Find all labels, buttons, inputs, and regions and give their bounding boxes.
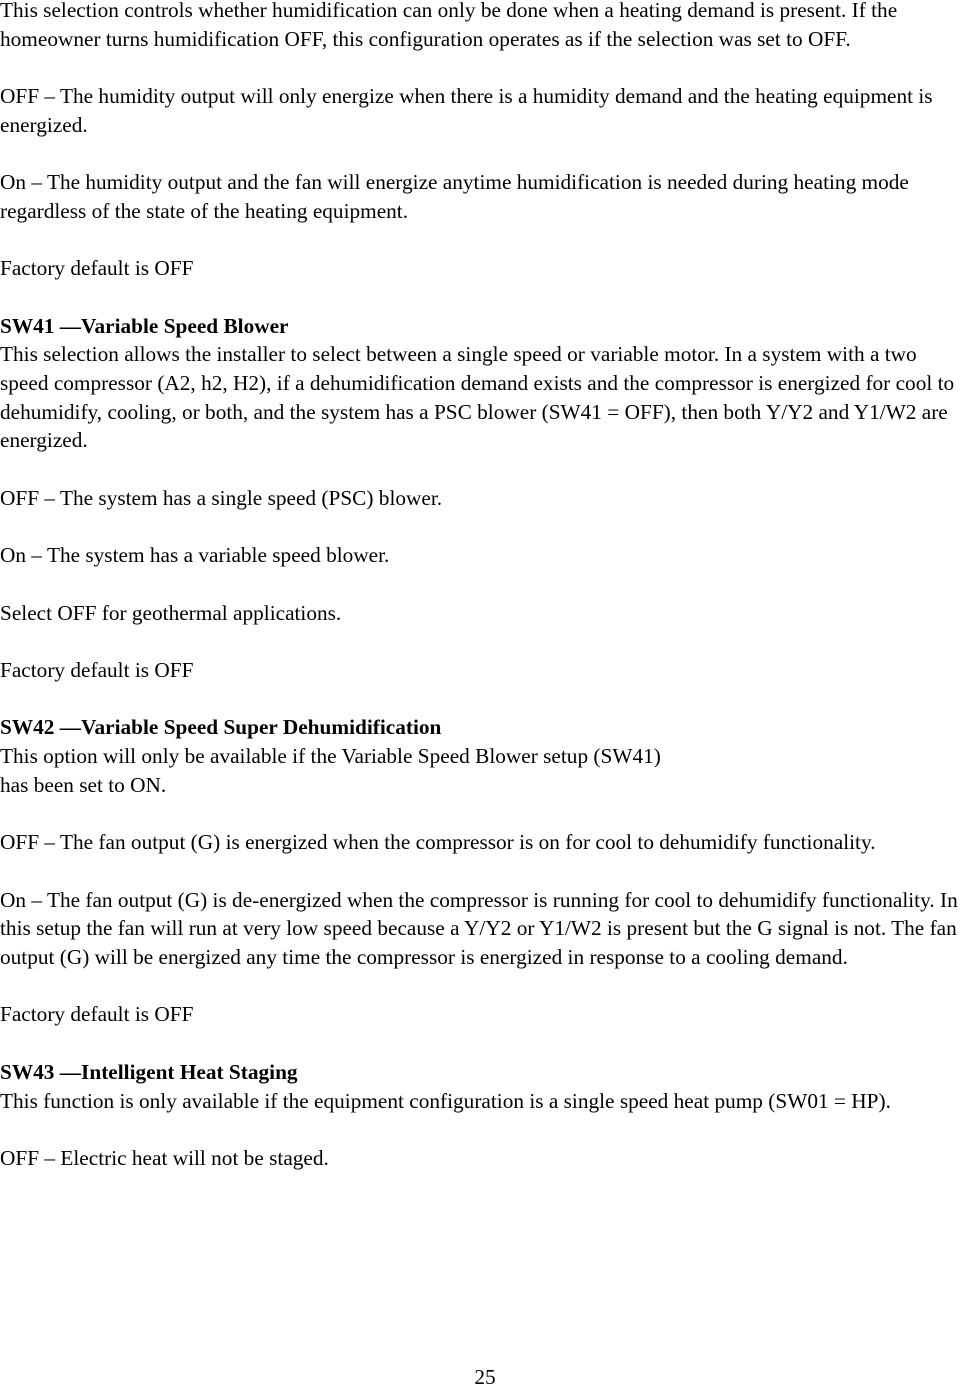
sw42-off-option: OFF – The fan output (G) is energized when the compressor is on for cool to dehumidify functionality. bbox=[0, 830, 876, 855]
sw43-off-option: OFF – Electric heat will not be staged. bbox=[0, 1145, 329, 1170]
sw41-geothermal-note: Select OFF for geothermal applications. bbox=[0, 600, 342, 625]
intro-factory-default: Factory default is OFF bbox=[0, 256, 194, 281]
sw41-description: This selection allows the installer to select between a single speed or variable motor. In a system with a two speed compressor (A2, h2, H2), if a dehumidification demand exists and the compressor is energized for cool to dehumidify, cooling, or both, and the system has a PSC blower (SW41 = OFF), then both Y/Y2 and Y1/W2 are energized. bbox=[0, 342, 955, 453]
sw42-heading: SW42 —Variable Speed Super Dehumidification bbox=[0, 715, 442, 740]
section-sw41 bbox=[0, 312, 970, 685]
page-number: 25 bbox=[474, 1365, 496, 1389]
sw43-heading: SW43 —Intelligent Heat Staging bbox=[0, 1059, 298, 1084]
sw42-factory-default: Factory default is OFF bbox=[0, 1002, 194, 1027]
sw41-heading: SW41 —Variable Speed Blower bbox=[0, 313, 289, 338]
section-sw42 bbox=[0, 713, 970, 1029]
section-sw43 bbox=[0, 1058, 970, 1173]
intro-off-option: OFF – The humidity output will only energize when there is a humidity demand and the heating equipment is energized. bbox=[0, 84, 933, 137]
intro-paragraph: This selection controls whether humidification can only be done when a heating demand is present. If the homeowner turns humidification OFF, this configuration operates as if the selection was set to OFF. bbox=[0, 0, 898, 51]
sw41-on-option: On – The system has a variable speed blower. bbox=[0, 543, 390, 568]
sw43-description: This function is only available if the equipment configuration is a single speed heat pump (SW01 = HP). bbox=[0, 1088, 891, 1113]
sw42-description-line2: has been set to ON. bbox=[0, 772, 167, 797]
sw41-factory-default: Factory default is OFF bbox=[0, 658, 194, 683]
sw42-description-line1: This option will only be available if the Variable Speed Blower setup (SW41) bbox=[0, 744, 661, 769]
sw41-off-option: OFF – The system has a single speed (PSC) blower. bbox=[0, 485, 443, 510]
intro-on-option: On – The humidity output and the fan will energize anytime humidification is needed during heating mode regardless of the state of the heating equipment. bbox=[0, 170, 909, 223]
sw42-on-option: On – The fan output (G) is de-energized when the compressor is running for cool to dehumidify functionality. In this setup the fan will run at very low speed because a Y/Y2 or Y1/W2 is present but the G signal is not. The fan output (G) will be energized any time the compressor is energized in response to a cooling demand. bbox=[0, 887, 958, 970]
